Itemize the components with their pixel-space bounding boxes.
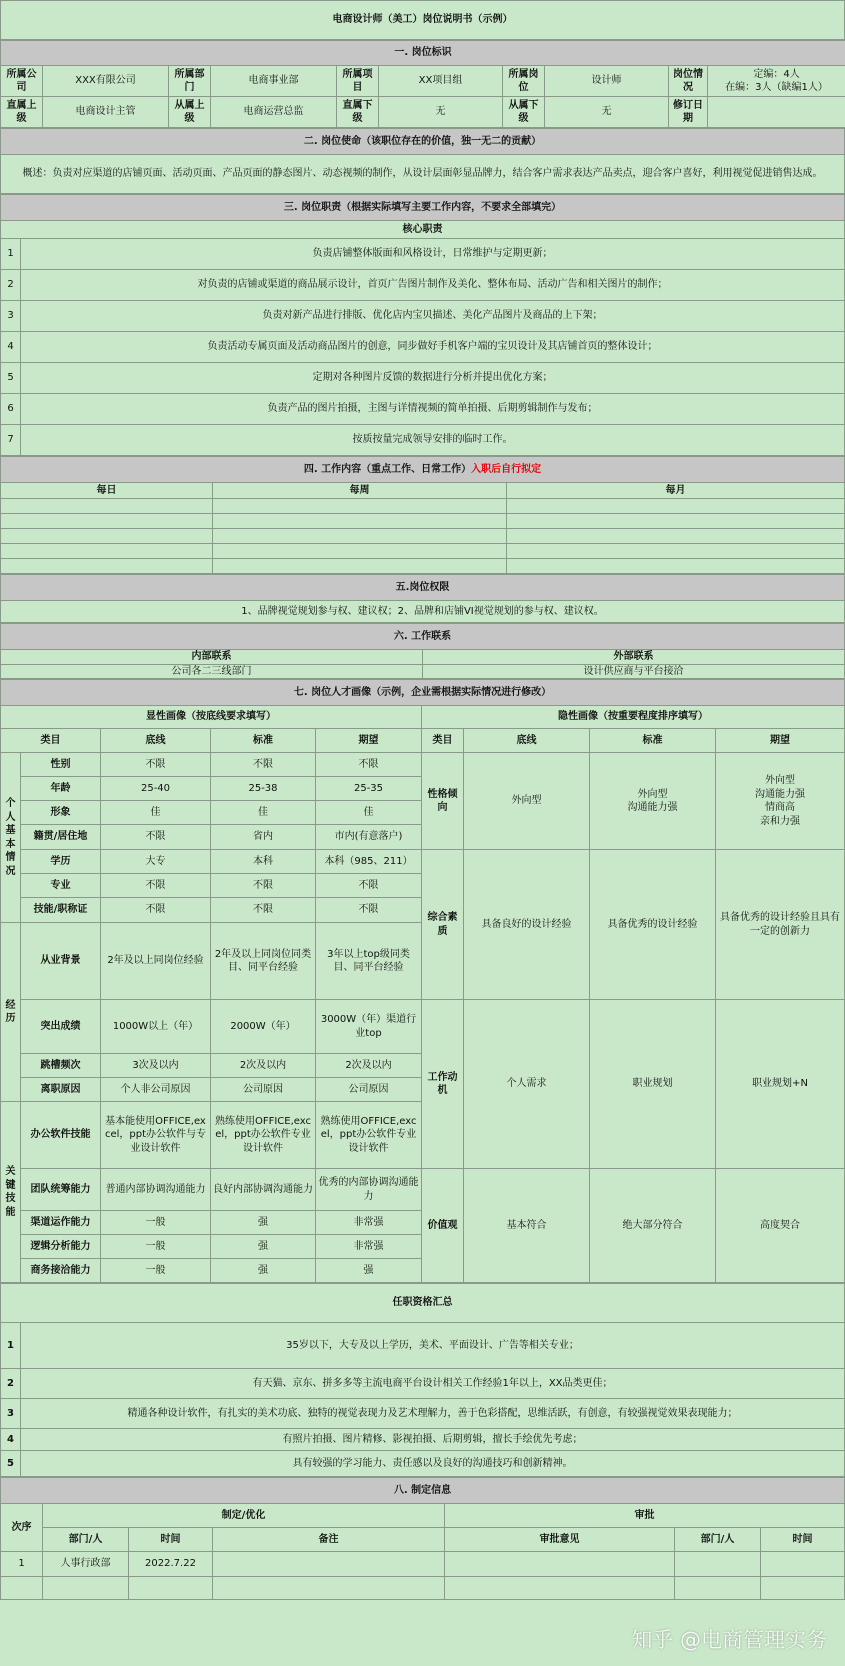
implicit-item-value: 高度契合 xyxy=(716,1169,845,1283)
explicit-item-value: 优秀的内部协调沟通能力 xyxy=(316,1169,422,1211)
indirect-superior-value: 电商运营总监 xyxy=(211,97,337,128)
explicit-item-name: 突出成绩 xyxy=(21,1000,101,1054)
core-duties-heading: 核心职责 xyxy=(1,221,845,239)
col-daily: 每日 xyxy=(1,483,213,499)
duty-row xyxy=(1,394,845,425)
external-contact-label: 外部联系 xyxy=(423,650,845,665)
implicit-item-name: 价值观 xyxy=(422,1169,464,1283)
quota-current: 在编：3人（缺编1人） xyxy=(725,82,828,93)
company-label: 所属公司 xyxy=(1,66,43,97)
explicit-item-value: 佳 xyxy=(101,801,211,825)
explicit-item-value: 不限 xyxy=(101,753,211,777)
weekly-cell xyxy=(213,529,507,544)
watermark: 知乎 @电商管理实务 xyxy=(631,1628,827,1652)
revision-dept2 xyxy=(675,1577,761,1600)
revision-time2 xyxy=(761,1552,845,1577)
duty-row xyxy=(1,270,845,301)
implicit-item-value: 具备优秀的设计经验且具有一定的创新力 xyxy=(716,850,845,1000)
section-identity xyxy=(0,40,845,128)
implicit-profile-heading: 隐性画像（按重要程度排序填写） xyxy=(422,706,845,729)
work-row xyxy=(1,529,845,544)
implicit-item-value: 职业规划 xyxy=(590,1000,716,1169)
qualification-text: 35岁以下，大专及以上学历，美术、平面设计、广告等相关专业； xyxy=(21,1323,845,1369)
page-title: 电商设计师（美工）岗位说明书（示例） xyxy=(1,1,845,40)
explicit-item-name: 离职原因 xyxy=(21,1078,101,1102)
revision-dept: 人事行政部 xyxy=(43,1552,129,1577)
explicit-item-value: 佳 xyxy=(316,801,422,825)
section-talent-profile xyxy=(0,679,845,1283)
implicit-item-value: 外向型 xyxy=(464,753,590,850)
duty-row xyxy=(1,332,845,363)
col-dept-approve: 部门/人 xyxy=(675,1528,761,1552)
explicit-item-name: 性别 xyxy=(21,753,101,777)
duty-text: 定期对各种图片反馈的数据进行分析并提出优化方案； xyxy=(21,363,845,394)
qualification-number: 4 xyxy=(1,1429,21,1451)
revision-opinion xyxy=(445,1552,675,1577)
duty-text: 负责活动专属页面及活动商品图片的创意，同步做好手机客户端的宝贝设计及其店铺首页的整体设计； xyxy=(21,332,845,363)
col-make: 制定/优化 xyxy=(43,1504,445,1528)
explicit-item-value: 一般 xyxy=(101,1235,211,1259)
duty-number: 5 xyxy=(1,363,21,394)
monthly-cell xyxy=(507,559,845,574)
explicit-item-name: 商务接洽能力 xyxy=(21,1259,101,1283)
explicit-item-value: 普通内部协调沟通能力 xyxy=(101,1169,211,1211)
explicit-item-value: 强 xyxy=(211,1259,316,1283)
explicit-item-value: 熟练使用OFFICE,excel，ppt办公软件专业设计软件 xyxy=(316,1102,422,1169)
weekly-cell xyxy=(213,499,507,514)
company-value: XXX有限公司 xyxy=(43,66,169,97)
explicit-item-value: 本科 xyxy=(211,850,316,874)
profile-group-personal: 个人基本情况 xyxy=(1,753,21,923)
quota-fixed: 定编：4人 xyxy=(753,68,800,80)
section-heading xyxy=(1,457,845,483)
work-row xyxy=(1,559,845,574)
project-value: XX项目组 xyxy=(379,66,503,97)
explicit-item-value: 3000W（年）渠道行业top xyxy=(316,1000,422,1054)
explicit-item-name: 籍贯/居住地 xyxy=(21,825,101,850)
section-heading: 五.岗位权限 xyxy=(1,575,845,601)
duty-row xyxy=(1,363,845,394)
col-bottom-implicit: 底线 xyxy=(464,729,590,753)
section-heading: 三. 岗位职责（根据实际填写主要工作内容，不要求全部填完） xyxy=(1,195,845,221)
duty-number: 1 xyxy=(1,239,21,270)
title-table xyxy=(0,0,845,40)
explicit-item-value: 公司原因 xyxy=(211,1078,316,1102)
duty-text: 对负责的店铺或渠道的商品展示设计，首页广告图片制作及美化、整体布局、活动广告和相关图片的制作； xyxy=(21,270,845,301)
revise-date-value xyxy=(708,97,845,128)
qualification-row xyxy=(1,1369,845,1399)
explicit-item-value: 1000W以上（年） xyxy=(101,1000,211,1054)
duty-row xyxy=(1,239,845,270)
explicit-item-value: 3年以上top级同类目、同平台经验 xyxy=(316,923,422,1000)
duty-row xyxy=(1,425,845,456)
qualification-number: 3 xyxy=(1,1399,21,1429)
qualification-text: 有天猫、京东、拼多多等主流电商平台设计相关工作经验1年以上，XX品类更佳； xyxy=(21,1369,845,1399)
department-value: 电商事业部 xyxy=(211,66,337,97)
department-label: 所属部门 xyxy=(169,66,211,97)
explicit-item-value: 2次及以内 xyxy=(211,1054,316,1078)
quota-label: 岗位情况 xyxy=(669,66,708,97)
section-contacts xyxy=(0,623,845,679)
daily-cell xyxy=(1,529,213,544)
qualification-number: 5 xyxy=(1,1451,21,1477)
work-row xyxy=(1,499,845,514)
direct-superior-value: 电商设计主管 xyxy=(43,97,169,128)
weekly-cell xyxy=(213,514,507,529)
explicit-item-value: 不限 xyxy=(101,898,211,923)
internal-contact-value: 公司各二三线部门 xyxy=(1,664,423,679)
explicit-item-value: 2次及以内 xyxy=(316,1054,422,1078)
duty-number: 3 xyxy=(1,301,21,332)
explicit-item-name: 学历 xyxy=(21,850,101,874)
section-mission xyxy=(0,128,845,194)
section-duties xyxy=(0,194,845,456)
direct-superior-label: 直属上级 xyxy=(1,97,43,128)
revision-opinion xyxy=(445,1577,675,1600)
position-label: 所属岗位 xyxy=(503,66,545,97)
implicit-item-value: 外向型 沟通能力强 xyxy=(590,753,716,850)
section-heading: 一. 岗位标识 xyxy=(1,41,845,66)
qualification-text: 精通各种设计软件，有扎实的美术功底、独特的视觉表现力及艺术理解力，善于色彩搭配，思维活跃，有创意，有较强视觉效果表现能力； xyxy=(21,1399,845,1429)
explicit-item-value: 强 xyxy=(316,1259,422,1283)
daily-cell xyxy=(1,559,213,574)
explicit-item-name: 办公软件技能 xyxy=(21,1102,101,1169)
internal-contact-label: 内部联系 xyxy=(1,650,423,665)
revision-note xyxy=(213,1552,445,1577)
duty-number: 6 xyxy=(1,394,21,425)
profile-group-skills: 关键技能 xyxy=(1,1102,21,1283)
explicit-item-value: 大专 xyxy=(101,850,211,874)
col-time-approve: 时间 xyxy=(761,1528,845,1552)
explicit-item-value: 非常强 xyxy=(316,1235,422,1259)
explicit-item-value: 不限 xyxy=(316,874,422,898)
indirect-subordinate-label: 从属下级 xyxy=(503,97,545,128)
implicit-item-name: 综合素质 xyxy=(422,850,464,1000)
monthly-cell xyxy=(507,544,845,559)
section-work-content xyxy=(0,456,845,574)
explicit-item-value: 不限 xyxy=(211,898,316,923)
daily-cell xyxy=(1,514,213,529)
col-approve: 审批 xyxy=(445,1504,845,1528)
explicit-item-value: 25-38 xyxy=(211,777,316,801)
section-heading: 六. 工作联系 xyxy=(1,624,845,650)
daily-cell xyxy=(1,544,213,559)
implicit-item-value: 基本符合 xyxy=(464,1169,590,1283)
explicit-item-name: 渠道运作能力 xyxy=(21,1211,101,1235)
revision-row xyxy=(1,1552,845,1577)
implicit-item-value: 外向型 沟通能力强 情商高 亲和力强 xyxy=(716,753,845,850)
duty-number: 7 xyxy=(1,425,21,456)
section-heading: 七. 岗位人才画像（示例，企业需根据实际情况进行修改） xyxy=(1,680,845,706)
explicit-item-value: 一般 xyxy=(101,1259,211,1283)
qualification-row xyxy=(1,1399,845,1429)
implicit-item-value: 绝大部分符合 xyxy=(590,1169,716,1283)
explicit-item-name: 专业 xyxy=(21,874,101,898)
col-expect-implicit: 期望 xyxy=(716,729,845,753)
revision-note xyxy=(213,1577,445,1600)
explicit-item-value: 3次及以内 xyxy=(101,1054,211,1078)
explicit-item-value: 不限 xyxy=(211,874,316,898)
work-row xyxy=(1,544,845,559)
implicit-item-name: 性格倾向 xyxy=(422,753,464,850)
direct-subordinate-label: 直属下级 xyxy=(337,97,379,128)
explicit-profile-heading: 显性画像（按底线要求填写） xyxy=(1,706,422,729)
explicit-item-value: 2年及以上同岗位同类目、同平台经验 xyxy=(211,923,316,1000)
profile-row xyxy=(1,1169,845,1211)
explicit-item-value: 不限 xyxy=(316,898,422,923)
col-category-implicit: 类目 xyxy=(422,729,464,753)
section-authority xyxy=(0,574,845,623)
indirect-subordinate-value: 无 xyxy=(545,97,669,128)
explicit-item-value: 25-35 xyxy=(316,777,422,801)
explicit-item-name: 跳槽频次 xyxy=(21,1054,101,1078)
explicit-item-name: 逻辑分析能力 xyxy=(21,1235,101,1259)
col-seq: 次序 xyxy=(1,1504,43,1552)
revision-time xyxy=(129,1577,213,1600)
explicit-item-value: 不限 xyxy=(101,825,211,850)
explicit-item-value: 基本能使用OFFICE,excel，ppt办公软件与专业设计软件 xyxy=(101,1102,211,1169)
explicit-item-value: 2000W（年） xyxy=(211,1000,316,1054)
duty-row xyxy=(1,301,845,332)
revision-row xyxy=(1,1577,845,1600)
col-time: 时间 xyxy=(129,1528,213,1552)
col-dept: 部门/人 xyxy=(43,1528,129,1552)
col-opinion: 审批意见 xyxy=(445,1528,675,1552)
explicit-item-value: 本科（985、211） xyxy=(316,850,422,874)
mission-text: 概述：负责对应渠道的店铺页面、活动页面、产品页面的静态图片、动态视频的制作，从设计层面彰显品牌力，结合客户需求表达产品卖点，迎合客户喜好，利用视觉促进销售达成。 xyxy=(1,155,845,194)
qualifications-heading: 任职资格汇总 xyxy=(1,1284,845,1323)
explicit-item-name: 形象 xyxy=(21,801,101,825)
section-revision-info xyxy=(0,1477,845,1600)
implicit-item-value: 具备优秀的设计经验 xyxy=(590,850,716,1000)
direct-subordinate-value: 无 xyxy=(379,97,503,128)
implicit-item-value: 职业规划+N xyxy=(716,1000,845,1169)
explicit-item-value: 熟练使用OFFICE,excel，ppt办公软件专业设计软件 xyxy=(211,1102,316,1169)
explicit-item-value: 非常强 xyxy=(316,1211,422,1235)
explicit-item-value: 强 xyxy=(211,1235,316,1259)
revision-seq: 1 xyxy=(1,1552,43,1577)
col-bottom: 底线 xyxy=(101,729,211,753)
profile-row xyxy=(1,753,845,777)
revise-date-label: 修订日期 xyxy=(669,97,708,128)
qualification-number: 1 xyxy=(1,1323,21,1369)
monthly-cell xyxy=(507,514,845,529)
explicit-item-value: 强 xyxy=(211,1211,316,1235)
col-note: 备注 xyxy=(213,1528,445,1552)
authority-text: 1、品牌视觉规划参与权、建议权；2、品牌和店铺VI视觉规划的参与权、建议权。 xyxy=(1,601,845,623)
explicit-item-value: 良好内部协调沟通能力 xyxy=(211,1169,316,1211)
project-label: 所属项目 xyxy=(337,66,379,97)
explicit-item-value: 个人非公司原因 xyxy=(101,1078,211,1102)
col-category: 类目 xyxy=(1,729,101,753)
explicit-item-name: 团队统筹能力 xyxy=(21,1169,101,1211)
duty-text: 负责对新产品进行排版、优化店内宝贝描述、美化产品图片及商品的上下架； xyxy=(21,301,845,332)
quota-value xyxy=(708,66,845,97)
duty-text: 负责产品的图片拍摄，主图与详情视频的简单拍摄、后期剪辑制作与发布； xyxy=(21,394,845,425)
explicit-item-name: 年龄 xyxy=(21,777,101,801)
duty-text: 按质按量完成领导安排的临时工作。 xyxy=(21,425,845,456)
section-heading: 八. 制定信息 xyxy=(1,1478,845,1504)
col-standard: 标准 xyxy=(211,729,316,753)
explicit-item-value: 2年及以上同岗位经验 xyxy=(101,923,211,1000)
daily-cell xyxy=(1,499,213,514)
section-heading: 二. 岗位使命（该职位存在的价值，独一无二的贡献） xyxy=(1,129,845,155)
weekly-cell xyxy=(213,559,507,574)
explicit-item-value: 公司原因 xyxy=(316,1078,422,1102)
weekly-cell xyxy=(213,544,507,559)
implicit-item-value: 个人需求 xyxy=(464,1000,590,1169)
explicit-item-name: 技能/职称证 xyxy=(21,898,101,923)
implicit-item-value: 具备良好的设计经验 xyxy=(464,850,590,1000)
col-standard-implicit: 标准 xyxy=(590,729,716,753)
duty-text: 负责店铺整体版面和风格设计，日常维护与定期更新； xyxy=(21,239,845,270)
revision-seq xyxy=(1,1577,43,1600)
duty-number: 4 xyxy=(1,332,21,363)
qualification-row xyxy=(1,1323,845,1369)
revision-time: 2022.7.22 xyxy=(129,1552,213,1577)
explicit-item-value: 市内(有意落户) xyxy=(316,825,422,850)
qualification-number: 2 xyxy=(1,1369,21,1399)
explicit-item-value: 一般 xyxy=(101,1211,211,1235)
explicit-item-value: 不限 xyxy=(211,753,316,777)
col-weekly: 每周 xyxy=(213,483,507,499)
position-value: 设计师 xyxy=(545,66,669,97)
work-heading: 四. 工作内容（重点工作、日常工作） xyxy=(303,463,472,475)
explicit-item-value: 省内 xyxy=(211,825,316,850)
monthly-cell xyxy=(507,499,845,514)
col-expect: 期望 xyxy=(316,729,422,753)
profile-row xyxy=(1,850,845,874)
revision-time2 xyxy=(761,1577,845,1600)
section-qualifications xyxy=(0,1283,845,1477)
work-heading-note: 入职后自行拟定 xyxy=(471,463,542,475)
profile-row xyxy=(1,1000,845,1054)
qualification-row xyxy=(1,1429,845,1451)
external-contact-value: 设计供应商与平台接洽 xyxy=(423,664,845,679)
profile-group-experience: 经历 xyxy=(1,923,21,1102)
explicit-item-value: 不限 xyxy=(316,753,422,777)
explicit-item-name: 从业背景 xyxy=(21,923,101,1000)
qualification-text: 具有较强的学习能力、责任感以及良好的沟通技巧和创新精神。 xyxy=(21,1451,845,1477)
indirect-superior-label: 从属上级 xyxy=(169,97,211,128)
monthly-cell xyxy=(507,529,845,544)
explicit-item-value: 佳 xyxy=(211,801,316,825)
work-row xyxy=(1,514,845,529)
col-monthly: 每月 xyxy=(507,483,845,499)
revision-dept xyxy=(43,1577,129,1600)
implicit-item-name: 工作动机 xyxy=(422,1000,464,1169)
qualification-row xyxy=(1,1451,845,1477)
explicit-item-value: 不限 xyxy=(101,874,211,898)
explicit-item-value: 25-40 xyxy=(101,777,211,801)
qualification-text: 有照片拍摄、图片精修、影视拍摄、后期剪辑，擅长手绘优先考虑； xyxy=(21,1429,845,1451)
revision-dept2 xyxy=(675,1552,761,1577)
duty-number: 2 xyxy=(1,270,21,301)
